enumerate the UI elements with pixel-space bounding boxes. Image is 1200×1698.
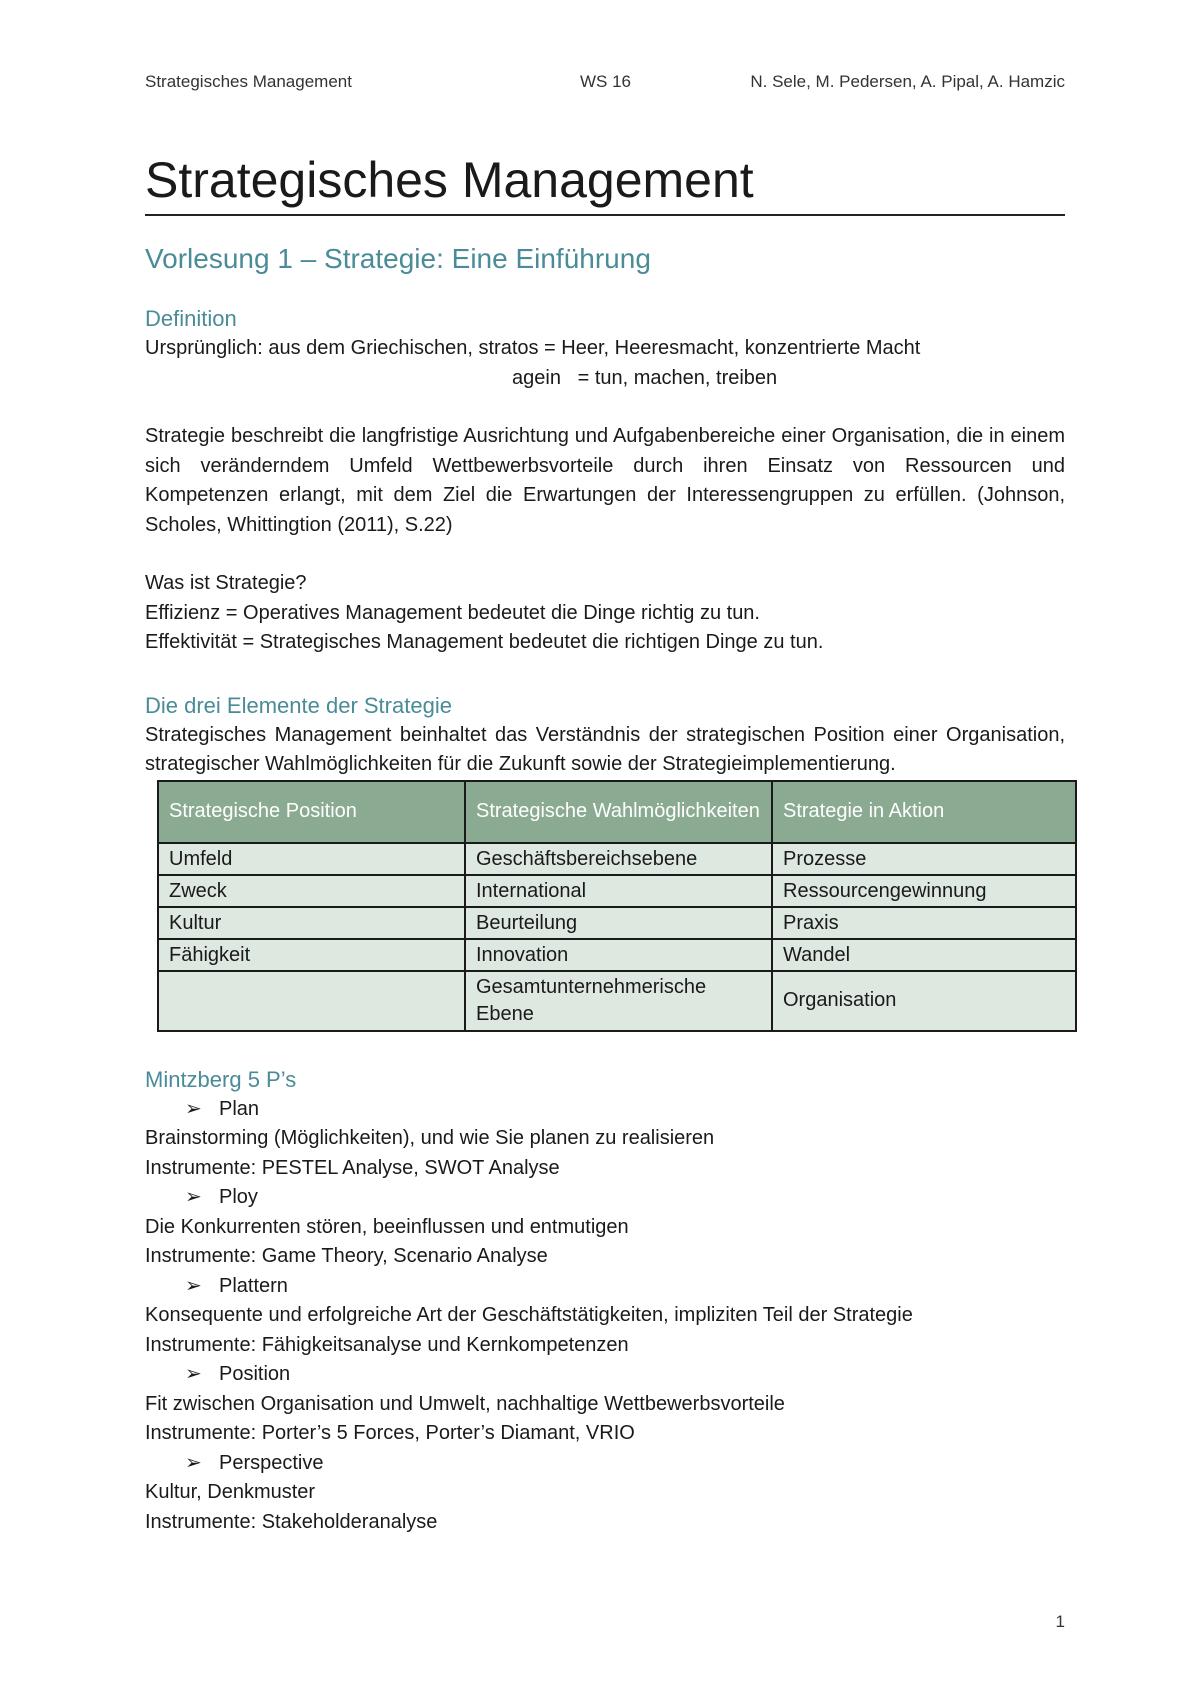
table-row [158, 843, 1076, 875]
list-item-title: Plan [219, 1097, 260, 1120]
list-item [145, 1183, 1065, 1213]
list-item-tools: Instrumente: PESTEL Analyse, SWOT Analyse [145, 1156, 560, 1179]
arrow-bullet-icon: ➢ [185, 1274, 202, 1297]
table-header-row [158, 781, 1076, 843]
lecture-heading: Vorlesung 1 – Strategie: Eine Einführung [145, 243, 651, 274]
table-row [158, 971, 1076, 1031]
table-cell: Wandel [772, 939, 1076, 971]
list-item-description: Die Konkurrenten stören, beeinflussen und entmutigen [145, 1215, 629, 1238]
arrow-bullet-icon: ➢ [185, 1363, 202, 1385]
list-item-title: Plattern [219, 1274, 288, 1297]
table-row [158, 939, 1076, 971]
table-cell: Innovation [465, 939, 772, 971]
table-cell: Kultur [158, 907, 465, 939]
table-cell: Prozesse [772, 843, 1076, 875]
list-item-description: Fit zwischen Organisation und Umwelt, nachhaltige Wettbewerbsvorteile [145, 1392, 785, 1415]
list-item-description: Konsequente und erfolgreiche Art der Geschäftstätigkeiten, impliziten Teil der Strategie [145, 1304, 913, 1326]
table-cell: Fähigkeit [158, 939, 465, 971]
strategy-elements-table [157, 780, 1077, 1032]
table-cell: Organisation [772, 971, 1076, 1031]
list-item-title: Perspective [219, 1451, 324, 1474]
elements-paragraph: Strategisches Management beinhaltet das Verständnis der strategischen Position einer Organisation, strategischer Wahlmöglichkeiten für die Zukunft sowie der Strategieimplementierung. [145, 723, 1065, 775]
list-item-title: Ploy [219, 1186, 258, 1208]
table-header-cell: Strategische Wahlmöglichkeiten [465, 781, 772, 843]
list-item [145, 1272, 1065, 1302]
strategy-question: Was ist Strategie? [145, 572, 307, 594]
definition-paragraph: Strategie beschreibt die langfristige Ausrichtung und Aufgabenbereiche einer Organisation, die in einem sich veränderndem Umfeld Wettbewerbsvorteile durch ihren Einsatz von Ressourcen und Kompetenzen erlangt, mit dem Ziel die Erwartungen der Interessengruppen zu erfüllen. (Johnson, Scholes, Whittingtion (2011), S.22) [145, 425, 1065, 536]
table-cell: International [465, 875, 772, 907]
definition-origin-2: agein = tun, machen, treiben [512, 366, 778, 389]
table-cell: Praxis [772, 907, 1076, 939]
table-cell: Beurteilung [465, 907, 772, 939]
list-item [145, 1095, 1065, 1125]
list-item-tools: Instrumente: Fähigkeitsanalyse und Kernkompetenzen [145, 1333, 629, 1356]
table-cell: Zweck [158, 875, 465, 907]
table-cell: Ressourcengewinnung [772, 875, 1076, 907]
list-item [145, 1360, 1065, 1390]
table-header-cell: Strategie in Aktion [772, 781, 1076, 843]
table-cell: Umfeld [158, 843, 465, 875]
list-item-tools: Instrumente: Porter’s 5 Forces, Porter’s Diamant, VRIO [145, 1422, 635, 1444]
list-item-tools: Instrumente: Stakeholderanalyse [145, 1510, 438, 1533]
header-semester: WS 16 [580, 72, 632, 91]
list-item-description: Kultur, Denkmuster [145, 1481, 316, 1503]
list-item-title: Position [219, 1363, 291, 1385]
definition-heading: Definition [145, 306, 237, 331]
arrow-bullet-icon: ➢ [185, 1097, 202, 1120]
efficiency-line: Effizienz = Operatives Management bedeutet die Dinge richtig zu tun. [145, 601, 760, 624]
document-title: Strategisches Management [145, 150, 1065, 216]
header-authors: N. Sele, M. Pedersen, A. Pipal, A. Hamzic [750, 72, 1065, 91]
document-body [145, 240, 1065, 1537]
elements-heading: Die drei Elemente der Strategie [145, 692, 452, 718]
arrow-bullet-icon: ➢ [185, 1451, 202, 1474]
list-item-description: Brainstorming (Möglichkeiten), und wie Sie planen zu realisieren [145, 1127, 715, 1149]
table-cell [158, 971, 465, 1031]
table-cell: Gesamtunternehmerische Ebene [465, 971, 772, 1031]
table-cell: Geschäftsbereichsebene [465, 843, 772, 875]
table-row [158, 875, 1076, 907]
table-row [158, 907, 1076, 939]
mintzberg-heading: Mintzberg 5 P’s [145, 1066, 297, 1092]
list-item [145, 1449, 1065, 1479]
arrow-bullet-icon: ➢ [185, 1186, 202, 1208]
page-header [145, 72, 1065, 96]
header-course: Strategisches Management [145, 72, 352, 91]
effectiveness-line: Effektivität = Strategisches Management bedeutet die richtigen Dinge zu tun. [145, 631, 824, 653]
definition-origin: Ursprünglich: aus dem Griechischen, stratos = Heer, Heeresmacht, konzentrierte Macht [145, 337, 921, 359]
table-header-cell: Strategische Position [158, 781, 465, 843]
page-number: 1 [1055, 1612, 1065, 1631]
mintzberg-list [145, 1095, 1065, 1538]
list-item-tools: Instrumente: Game Theory, Scenario Analyse [145, 1245, 548, 1267]
